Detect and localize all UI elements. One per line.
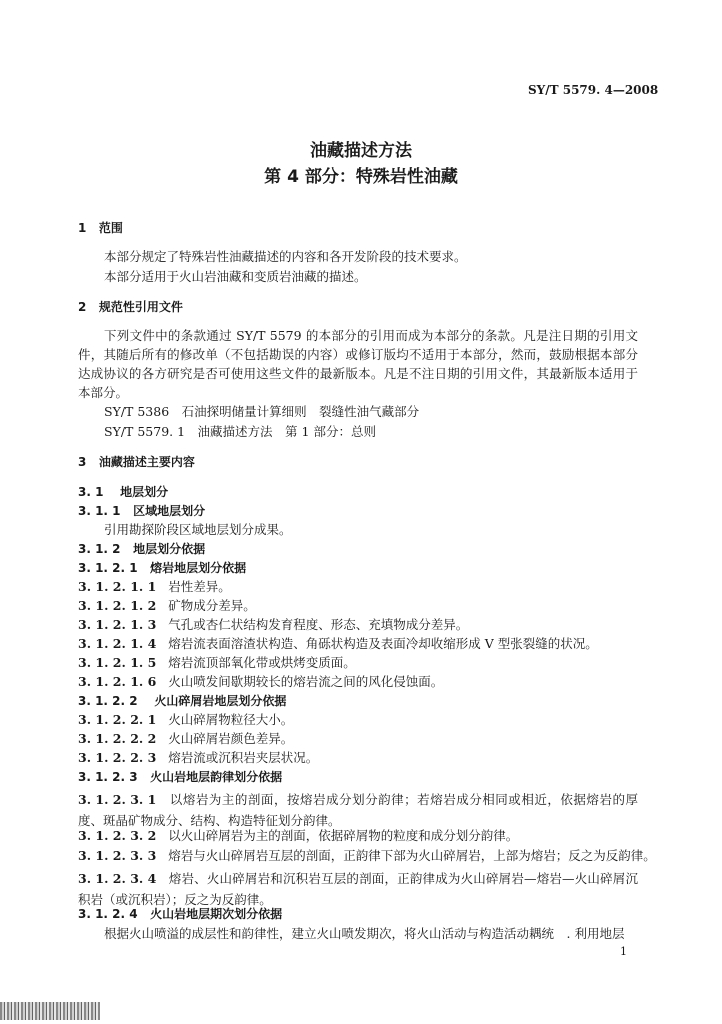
section-number: 2	[78, 300, 87, 314]
section-title: 油藏描述主要内容	[98, 455, 195, 469]
list-item: 3. 1. 2. 1. 5 熔岩流顶部氧化带或烘烤变质面。	[78, 655, 356, 670]
list-item: 3. 1. 2. 3. 4 熔岩、火山碎屑岩和沉积岩互层的剖面，正韵律成为火山碎屑岩—熔岩—火山碎屑沉积岩（或沉积岩）；反之为反韵律。	[78, 871, 638, 907]
document-subtitle: 第 4 部分：特殊岩性油藏	[264, 167, 458, 187]
clause-3-1-1-text: 引用勘探阶段区域地层划分成果。	[104, 522, 292, 537]
list-item: 3. 1. 2. 1. 2 矿物成分差异。	[78, 598, 256, 613]
clause-3-1-2-4-heading: 3. 1. 2. 4 火山岩地层期次划分依据	[78, 907, 283, 921]
list-item: 3. 1. 2. 2. 3 熔岩流或沉积岩夹层状况。	[78, 750, 319, 765]
clause-3-1-2-2-heading: 3. 1. 2. 2 火山碎屑岩地层划分依据	[78, 694, 287, 708]
list-item: 3. 1. 2. 3. 1 以熔岩为主的剖面，按熔岩成分划分韵律；若熔岩成分相同或相近，依据熔岩的厚度、斑晶矿物成分、结构、构造特征划分韵律。	[78, 792, 638, 828]
clause-3-1-2-3-heading: 3. 1. 2. 3 火山岩地层韵律划分依据	[78, 770, 283, 784]
standard-code: SY/T 5579. 4—2008	[528, 83, 659, 97]
document-title: 油藏描述方法	[310, 141, 412, 161]
scope-paragraph-2: 本部分适用于火山岩油藏和变质岩油藏的描述。	[104, 269, 367, 284]
list-item: 3. 1. 2. 1. 3 气孔或杏仁状结构发育程度、形态、充填物成分差异。	[78, 617, 469, 632]
clause-3-1-heading: 3. 1 地层划分	[78, 485, 169, 499]
clause-3-1-2-4-text: 根据火山喷溢的成层性和韵律性，建立火山喷发期次，将火山活动与构造活动耦统 . 利用地层	[104, 926, 625, 941]
section-1-heading	[78, 222, 123, 234]
clause-3-1-2-1-heading: 3. 1. 2. 1 熔岩地层划分依据	[78, 561, 247, 575]
section-2-heading	[78, 301, 183, 313]
list-item: 3. 1. 2. 2. 1 火山碎屑物粒径大小。	[78, 712, 294, 727]
scope-paragraph-1: 本部分规定了特殊岩性油藏描述的内容和各开发阶段的技术要求。	[104, 249, 467, 264]
section-number: 1	[78, 221, 87, 235]
clause-3-1-1-heading: 3. 1. 1 区域地层划分	[78, 504, 206, 518]
list-item: 3. 1. 2. 3. 3 熔岩与火山碎屑岩互层的剖面，正韵律下部为火山碎屑岩，上部为熔岩；反之为反韵律。	[78, 848, 656, 863]
scan-artifact	[0, 1002, 100, 1020]
list-item: 3. 1. 2. 1. 1 岩性差异。	[78, 579, 231, 594]
list-item: 3. 1. 2. 2. 2 火山碎屑岩颜色差异。	[78, 731, 294, 746]
section-number: 3	[78, 455, 87, 469]
clause-3-1-2-heading: 3. 1. 2 地层划分依据	[78, 542, 206, 556]
list-item: 3. 1. 2. 3. 2 以火山碎屑岩为主的剖面，依据碎屑物的粒度和成分划分韵律。	[78, 828, 519, 843]
section-3-heading	[78, 456, 195, 468]
normative-references-paragraph: 下列文件中的条款通过 SY/T 5579 的本部分的引用而成为本部分的条款。凡是注日期的引用文件，其随后所有的修改单（不包括勘误的内容）或修订版均不适用于本部分，然而，鼓励根据本部分达成协议的各方研究是否可使用这些文件的最新版本。凡是不注日期的引用文件，其最新版本适用于本部分。	[78, 328, 638, 400]
page-number: 1	[620, 945, 627, 958]
reference-item-1: SY/T 5386 石油探明储量计算细则 裂缝性油气藏部分	[104, 404, 420, 419]
section-title: 规范性引用文件	[98, 300, 183, 314]
list-item: 3. 1. 2. 1. 4 熔岩流表面溶渣状构造、角砾状构造及表面冷却收缩形成 V 型张裂缝的状况。	[78, 636, 598, 651]
reference-item-2: SY/T 5579. 1 油藏描述方法 第 1 部分：总则	[104, 424, 376, 439]
list-item: 3. 1. 2. 1. 6 火山喷发间歇期较长的熔岩流之间的风化侵蚀面。	[78, 674, 444, 689]
section-title: 范围	[98, 221, 123, 235]
